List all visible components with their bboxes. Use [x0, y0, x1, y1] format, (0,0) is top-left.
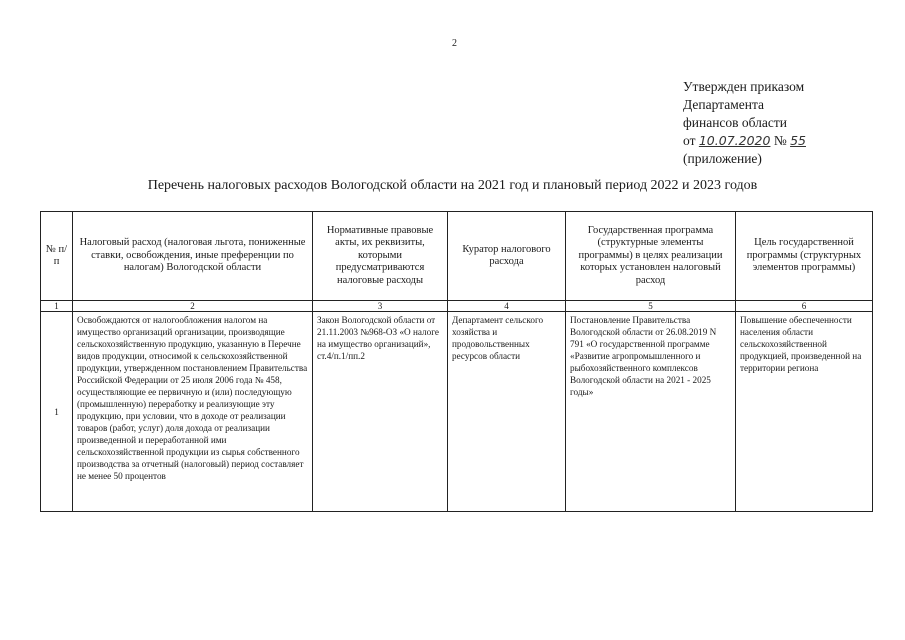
approval-line: (приложение) — [683, 151, 762, 166]
curator-cell: Департамент сельского хозяйства и продовольственных ресурсов области — [448, 312, 566, 512]
column-number: 1 — [41, 301, 73, 312]
column-header: Нормативные правовые акты, их реквизиты, которыми предусматриваются налоговые расходы — [313, 212, 448, 301]
table-row — [41, 312, 873, 512]
column-number: 5 — [566, 301, 736, 312]
document-title: Перечень налоговых расходов Вологодской области на 2021 год и плановый период 2022 и 2023 годов — [147, 178, 758, 193]
page-number: 2 — [452, 38, 457, 49]
column-header: Цель государственной программы (структурных элементов программы) — [736, 212, 873, 301]
column-header: Государственная программа (структурные элементы программы) в целях реализации которых установлен налоговый расход — [566, 212, 736, 301]
approval-block — [683, 78, 806, 168]
table-header-row — [41, 212, 873, 301]
approval-line: Департамента — [683, 97, 765, 112]
column-number: 3 — [313, 301, 448, 312]
legal-acts-cell: Закон Вологодской области от 21.11.2003 №968-ОЗ «О налоге на имущество организаций», ст.4/п.1/пп.2 — [313, 312, 448, 512]
tax-expenses-table — [40, 211, 873, 512]
approval-date-line — [683, 132, 806, 150]
handwritten-date: 10.07.2020 — [698, 133, 771, 148]
handwritten-number: 55 — [790, 133, 806, 148]
tax-expense-cell: Освобождаются от налогообложения налогом на имущество организаций организации, производящие сельскохозяйственную продукцию, указанную в Перечне видов продукции, относимой к сельскохозяйственной продукции, утвержденном постановлением Правительства Российской Федерации от 25 июля 2006 года № 458, осуществляющие ее первичную и (или) последующую (промышленную) переработку и реализующие эту продукцию, при условии, что в доходе от реализации товаров (работ, услуг) доля дохода от реализации произведенной и переработанной ими сельскохозяйственной продукции из сырья собственного производства за отчетный (налоговый) период составляет не менее 50 процентов — [73, 312, 313, 512]
approval-line: Утвержден приказом — [683, 79, 805, 94]
column-number: 6 — [736, 301, 873, 312]
column-header: Куратор налогового расхода — [448, 212, 566, 301]
column-number: 2 — [73, 301, 313, 312]
program-goal-cell: Повышение обеспеченности населения области сельскохозяйственной продукцией, произведенной на территории региона — [736, 312, 873, 512]
column-header: № п/п — [41, 212, 73, 301]
row-index-cell: 1 — [41, 312, 73, 512]
number-label: № — [773, 133, 787, 148]
program-cell: Постановление Правительства Вологодской области от 26.08.2019 N 791 «О государственной программе «Развитие агропромышленного и рыбохозяйственного комплексов Вологодской области на 2021 - 2025 годы» — [566, 312, 736, 512]
column-header: Налоговый расход (налоговая льгота, пониженные ставки, освобождения, иные преференции по налогам) Вологодской области — [73, 212, 313, 301]
column-number: 4 — [448, 301, 566, 312]
column-number-row — [41, 301, 873, 312]
approval-line: финансов области — [683, 115, 788, 130]
date-prefix: от — [683, 133, 696, 148]
